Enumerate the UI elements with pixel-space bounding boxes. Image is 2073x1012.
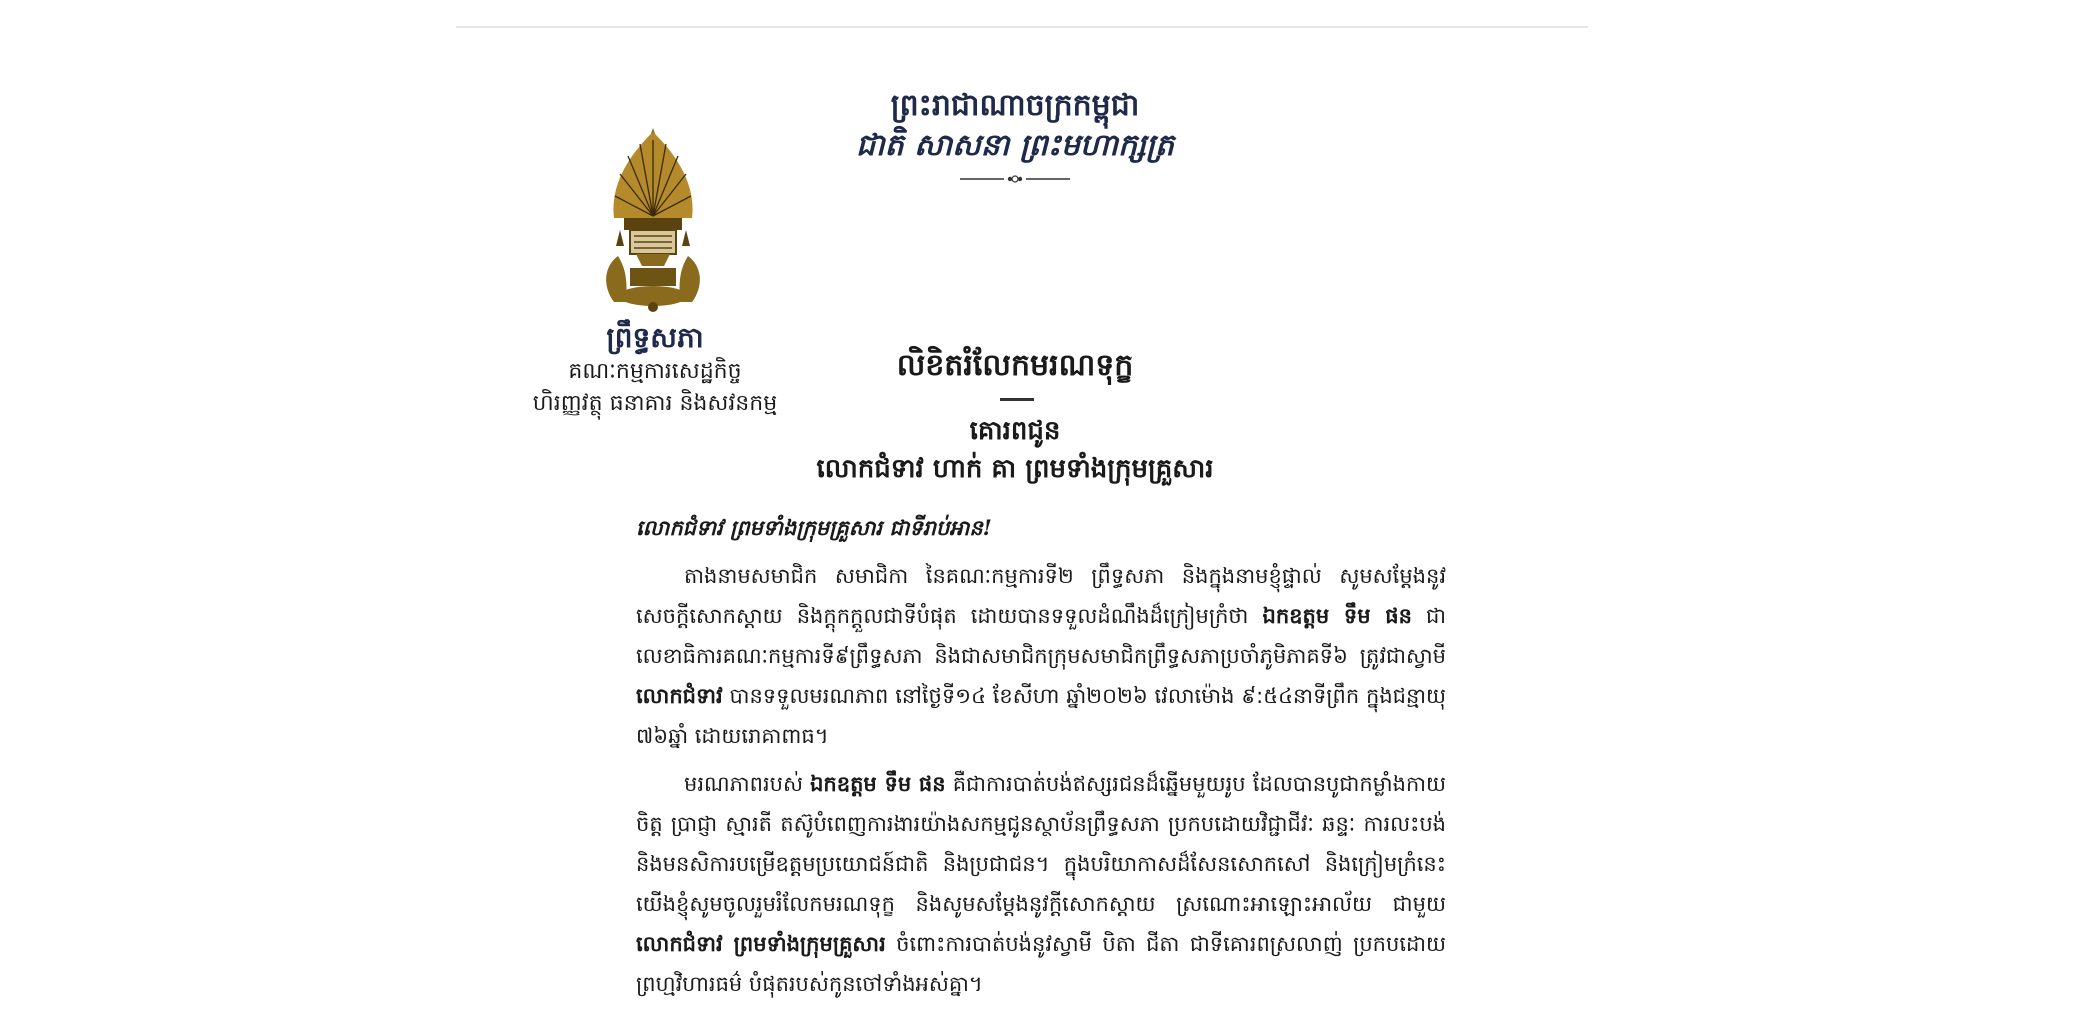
person-name: ឯកឧត្តម ទឹម ផន [1262,604,1412,628]
organization-name: ព្រឹទ្ធសភា [606,321,704,354]
recipient-block [760,412,1270,488]
issuing-organization [510,320,800,420]
recipient-family: លោកជំទាវ ព្រមទាំងក្រុមគ្រួសារ [636,932,886,956]
recipient-salutation: គោរពជូន [969,416,1061,446]
kingdom-name: ព្រះរាជាណាចក្រកម្ពុជា [890,88,1140,123]
person-name: ឯកឧត្តម ទឹម ផន [810,772,946,796]
kingdom-header [800,86,1230,166]
committee-name: គណៈកម្មការសេដ្ឋកិច្ច [568,359,742,384]
letter-body [636,508,1446,1012]
royal-coat-of-arms-icon [598,126,708,314]
paragraph-text: ចំពោះការបាត់បង់នូវស្វាមី បិតា ជីតា ជាទីគោរពស្រលាញ់ ប្រកបដោយព្រហ្មវិហារធម៌ បំផុតរបស់កូនចៅទាំងអស់គ្នា។ [636,932,1446,996]
paragraph-text: ជាលេខាធិការគណៈកម្មការទី៩ព្រឹទ្ធសភា និងជាសមាជិកក្រុមសមាជិកព្រឹទ្ធសភាប្រចាំភូមិភាគទី៦ ត្រូវជាស្វាមី [636,604,1446,668]
paragraph-text: មរណភាពរបស់ [684,772,811,796]
committee-scope: ហិរញ្ញវត្ថុ ធនាគារ និងសវនកម្ម [532,391,778,416]
recipient-name: លោកជំទាវ ហាក់ គា ព្រមទាំងក្រុមគ្រួសារ [816,454,1214,484]
divider-ornament-icon [960,174,1070,184]
paragraph-2 [636,764,1446,1004]
paragraph-text: គឺជាការបាត់បង់ឥស្សរជនដ៏ឆ្នើមមួយរូប ដែលបានបូជាកម្លាំងកាយចិត្ត ប្រាជ្ញា ស្មារតី តស៊ូបំពេញការងារយ៉ាងសកម្មជូនស្ថាប័នព្រឹទ្ធសភា ប្រកបដោយវិជ្ជាជីវៈ ឆន្ទៈ ការលះបង់ និងមនសិការបម្រើឧត្តមប្រយោជន៍ជាតិ និងប្រជាជន។ ក្នុងបរិយាកាសដ៏សែនសោកសៅ និងក្រៀមក្រំនេះ យើងខ្ញុំសូមចូលរួមរំលែកមរណទុក្ខ និងសូមសម្តែងនូវក្តីសោកស្តាយ ស្រណោះអាឡោះអាល័យ ជាមួយ [636,772,1446,916]
paragraph-1 [636,556,1446,756]
title-underline [1000,398,1034,401]
recipient-title: លោកជំទាវ [636,684,723,708]
letter-greeting: លោកជំទាវ ព្រមទាំងក្រុមគ្រួសារ ជាទីរាប់អាន! [636,515,992,540]
paragraph-text: តាងនាមសមាជិក សមាជិកា នៃគណៈកម្មការទី២ ព្រឹទ្ធសភា និងក្នុងនាមខ្ញុំផ្ទាល់ សូមសម្តែងនូវសេចក្តីសោកស្តាយ និងក្តុកក្តួលជាទីបំផុត ដោយបានទទួលដំណឹងដ៏ក្រៀមក្រំថា [636,564,1446,628]
paragraph-text: បានទទួលមរណភាព នៅថ្ងៃទី១៤ ខែសីហា ឆ្នាំ២០២៦ វេលាម៉ោង ៩:៥៤នាទីព្រឹក ក្នុងជន្មាយុ ៧៦ឆ្នាំ ដោយរោគាពាធ។ [636,684,1446,748]
letter-title: លិខិតរំលែកមរណទុក្ខ [896,348,1134,383]
national-motto: ជាតិ សាសនា ព្រះមហាក្សត្រ [856,128,1174,163]
